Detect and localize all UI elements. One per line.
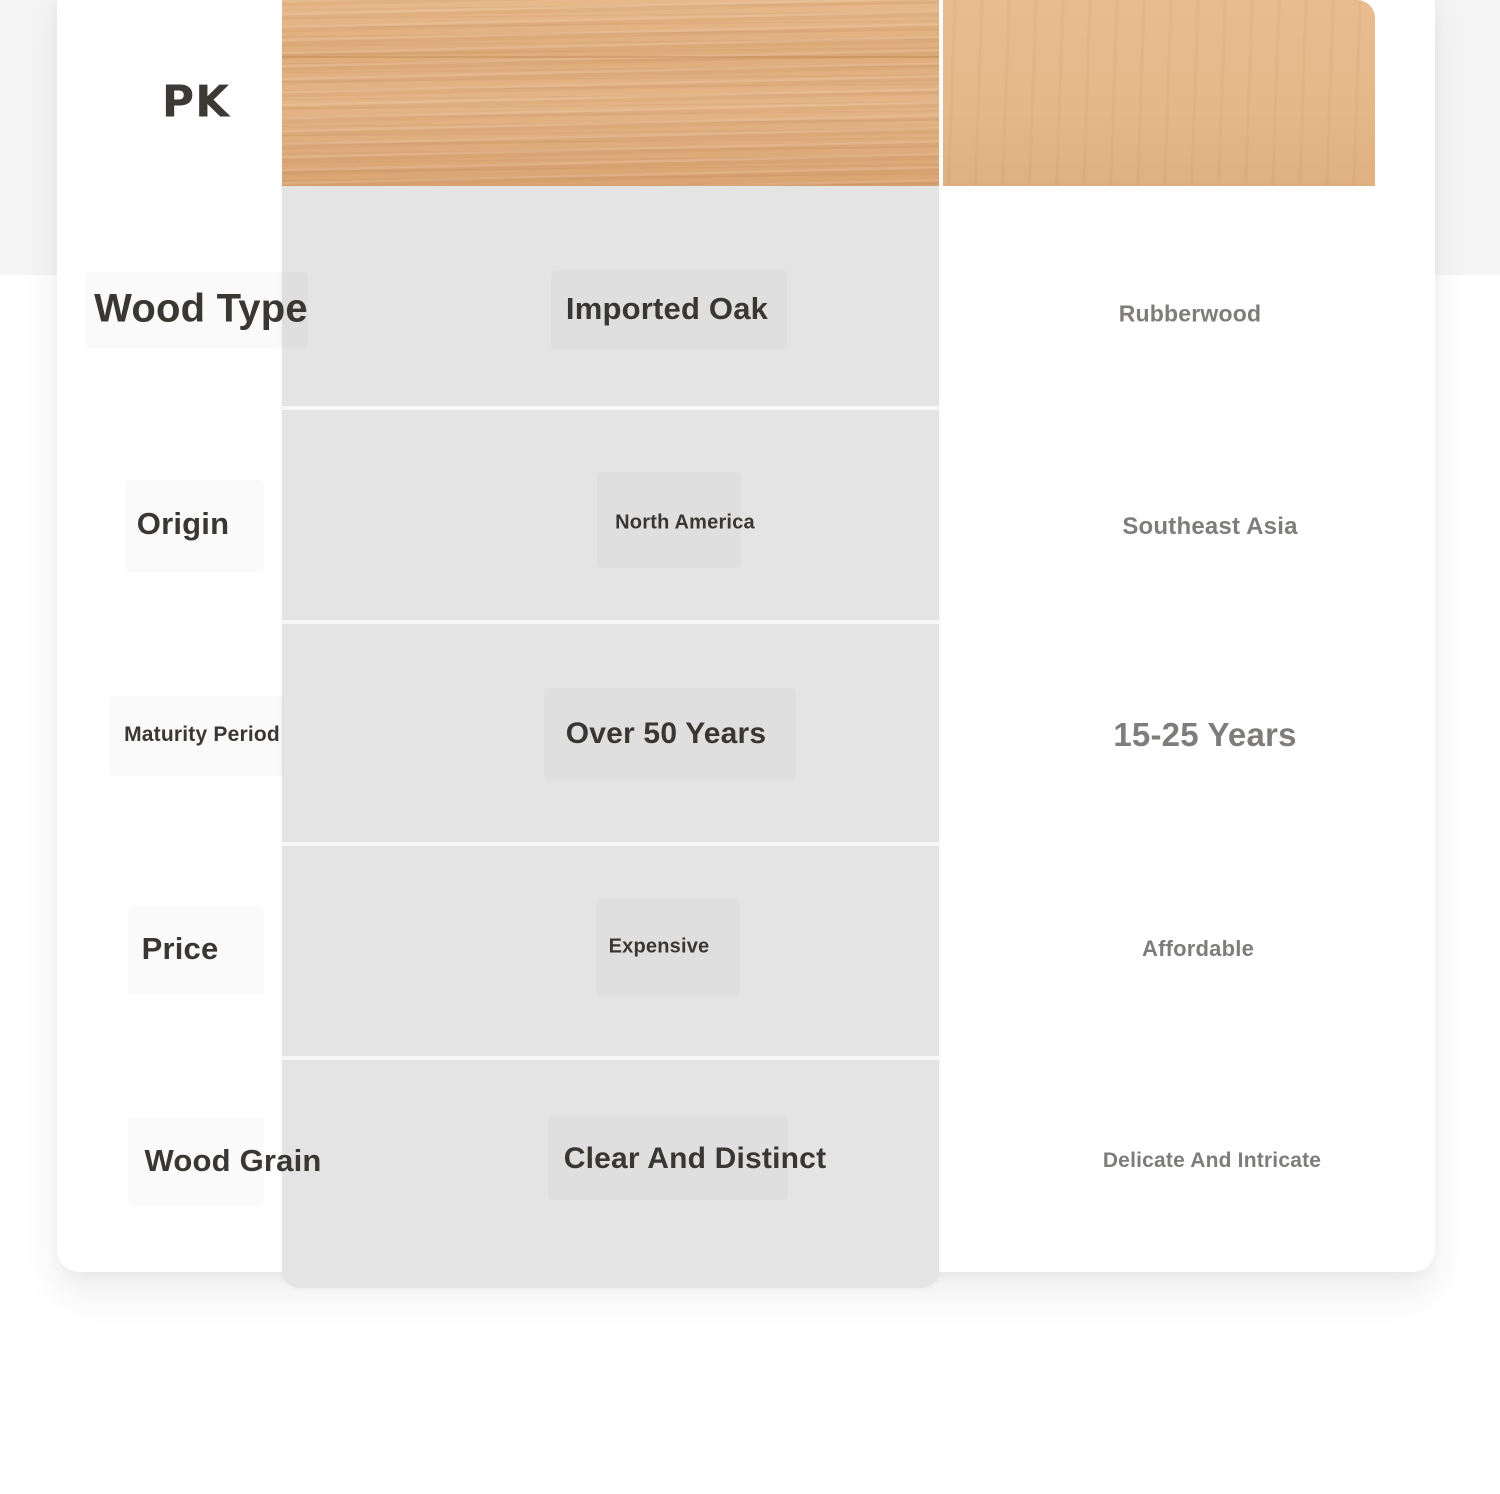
pk-label: PK — [161, 76, 231, 128]
rubber-value-wood-type: Rubberwood — [1118, 300, 1262, 327]
oak-plank-seam — [282, 56, 939, 58]
oak-value-wood-type: Imported Oak — [565, 291, 769, 326]
row-divider — [282, 1056, 939, 1060]
oak-value-wood-grain: Clear And Distinct — [563, 1142, 827, 1175]
oak-value-maturity-period: Over 50 Years — [565, 717, 767, 750]
rubber-value-origin: Southeast Asia — [1122, 513, 1298, 540]
oak-value-origin: North America — [615, 511, 755, 534]
oak-wood-swatch-image — [282, 0, 939, 186]
row-label-price: Price — [141, 931, 219, 966]
row-label-origin: Origin — [136, 506, 230, 541]
rubber-value-maturity-period: 15-25 Years — [1113, 716, 1297, 753]
row-label-wood-grain: Wood Grain — [144, 1143, 322, 1178]
row-label-wood-type: Wood Type — [94, 286, 308, 331]
rubber-value-wood-grain: Delicate And Intricate — [1102, 1149, 1322, 1172]
imported-oak-column — [282, 20, 939, 1288]
row-label-maturity-period: Maturity Period — [124, 723, 280, 746]
row-divider — [282, 406, 939, 410]
row-divider — [282, 620, 939, 624]
rubberwood-swatch-image — [943, 0, 1375, 186]
row-divider — [282, 842, 939, 846]
rubber-value-price: Affordable — [1142, 936, 1254, 961]
oak-value-price: Expensive — [608, 935, 710, 958]
